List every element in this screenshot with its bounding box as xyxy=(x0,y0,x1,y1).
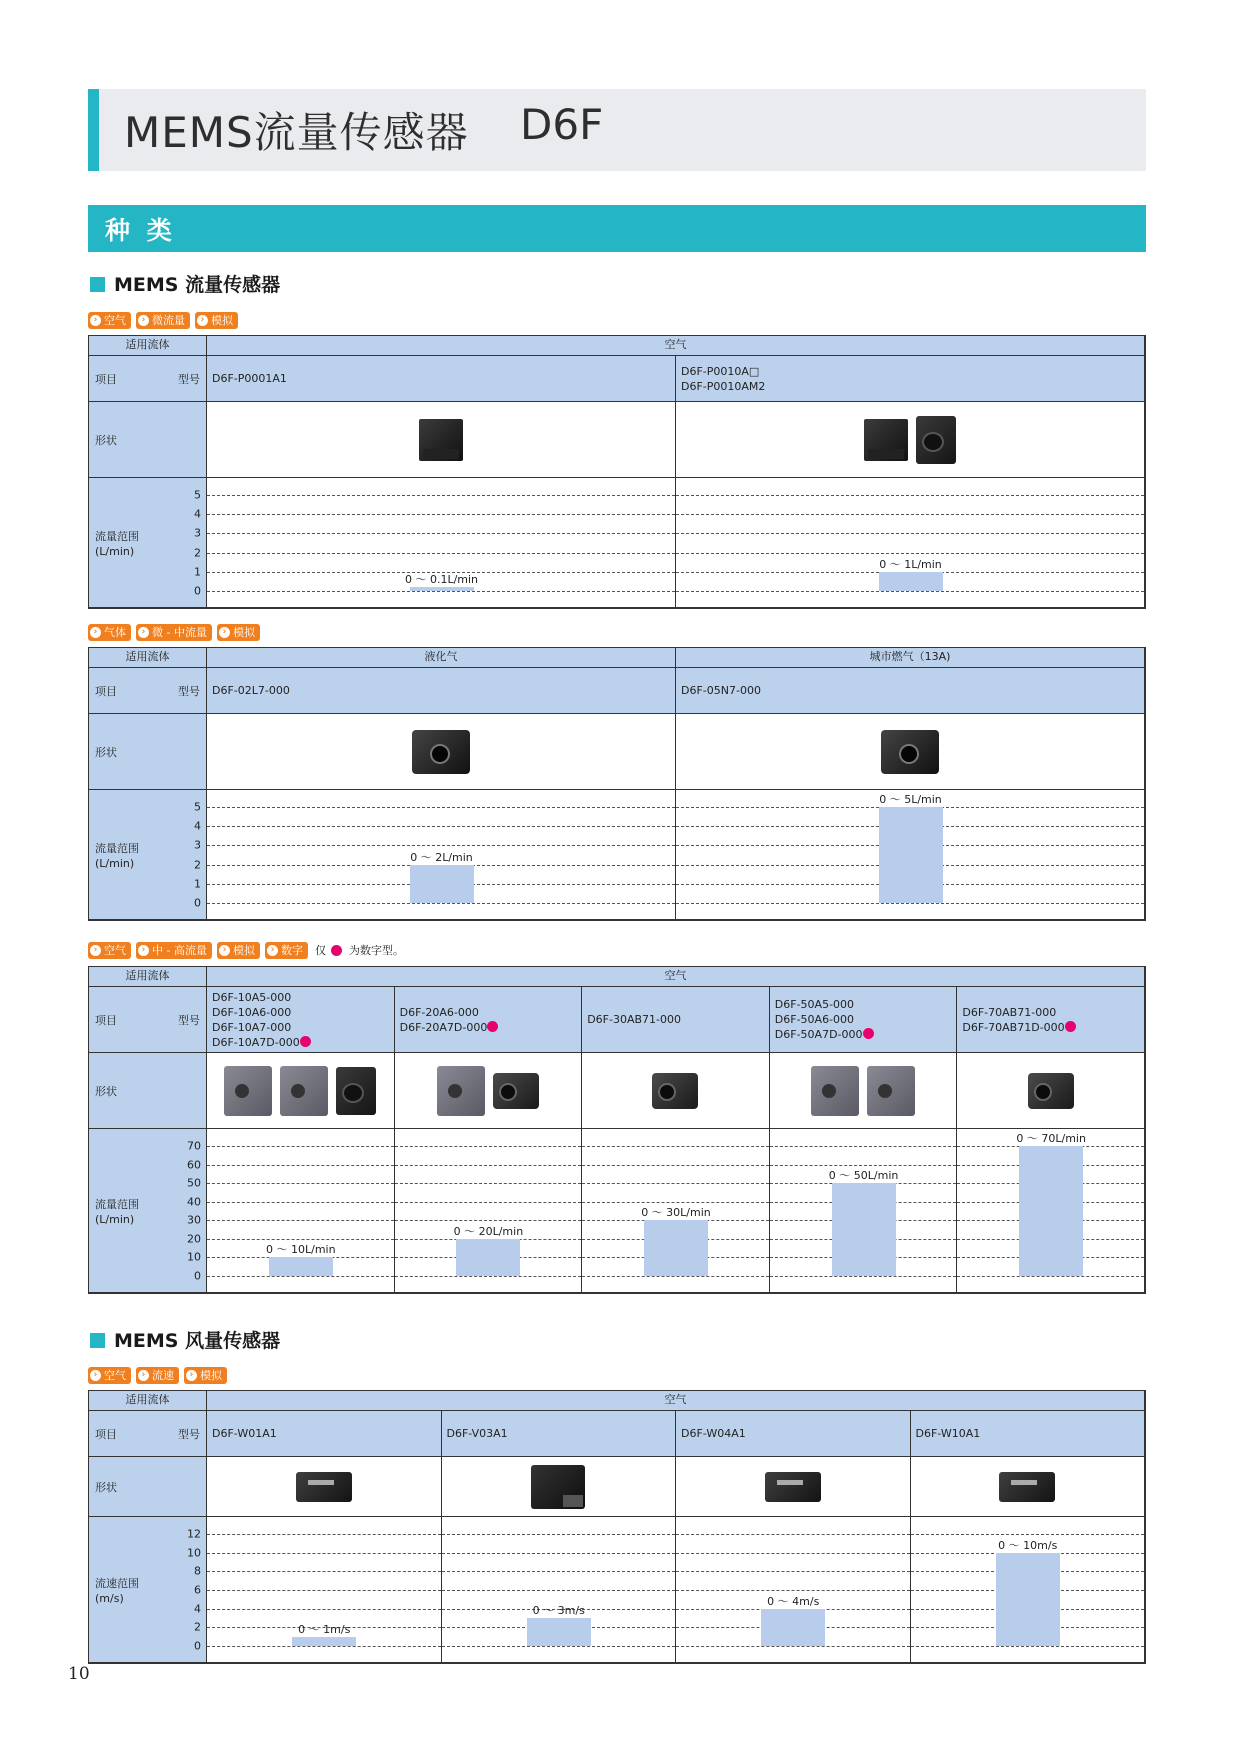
tags-table3 xyxy=(88,941,404,959)
page-model: D6F xyxy=(520,100,604,149)
range-bar xyxy=(996,1553,1060,1646)
fluid-value: 空气 xyxy=(207,1391,1145,1411)
gridline xyxy=(957,1276,1144,1277)
range-bar-label: 0 ～ 70L/min xyxy=(1016,1132,1086,1145)
table2 xyxy=(88,647,1146,921)
range-axis-label xyxy=(95,529,139,559)
model-number: D6F-30AB71-000 xyxy=(587,1013,681,1026)
model-cell xyxy=(207,1411,442,1457)
fluid-value: 液化气 xyxy=(207,648,676,668)
range-chart xyxy=(442,1517,677,1663)
model-cell xyxy=(207,356,676,402)
range-bar xyxy=(410,587,474,591)
gridline xyxy=(207,1609,441,1610)
y-tick-label: 8 xyxy=(194,1564,201,1578)
gridline xyxy=(395,1202,582,1203)
arrow-circle-icon: › xyxy=(138,1370,149,1381)
range-bar xyxy=(761,1609,825,1646)
cube-sensor-icon xyxy=(881,730,939,774)
range-axis xyxy=(89,790,207,920)
gridline xyxy=(207,807,675,808)
gridline xyxy=(676,1553,910,1554)
square-bullet-icon xyxy=(90,1333,105,1348)
range-bar-label: 0 ～ 2L/min xyxy=(410,850,473,864)
gridline xyxy=(207,591,675,592)
category-tag-label: 中 - 高流量 xyxy=(152,944,207,957)
y-tick-label: 70 xyxy=(187,1139,201,1153)
fluid-value: 城市燃气（13A) xyxy=(676,648,1145,668)
shape-cell xyxy=(770,1053,958,1129)
shape-label: 形状 xyxy=(89,714,207,790)
y-tick-label: 1 xyxy=(194,877,201,891)
category-tag xyxy=(88,312,131,329)
gridline xyxy=(676,1571,910,1572)
gridline xyxy=(676,514,1144,515)
shape-cell xyxy=(207,1457,442,1517)
fluid-header-label: 适用流体 xyxy=(89,1391,207,1411)
range-chart xyxy=(395,1129,583,1293)
category-tag-label: 微流量 xyxy=(152,314,185,327)
range-bar-label: 0 ～ 3m/s xyxy=(532,1604,585,1617)
title-accent-bar xyxy=(88,89,99,171)
category-tag-label: 模拟 xyxy=(232,626,255,639)
gray-sensor-icon xyxy=(811,1066,859,1116)
range-bar xyxy=(1019,1146,1083,1276)
item-model-label: 项目 型号 xyxy=(89,1411,207,1457)
range-bar xyxy=(527,1618,591,1646)
shape-cell xyxy=(442,1457,677,1517)
note-suffix: 为数字型。 xyxy=(348,944,404,957)
range-unit: (L/min) xyxy=(95,1213,135,1226)
gridline xyxy=(442,1553,676,1554)
range-chart xyxy=(911,1517,1146,1663)
category-tag-label: 气体 xyxy=(104,626,126,639)
table1 xyxy=(88,335,1146,609)
range-bar-label: 0 ～ 1L/min xyxy=(879,557,942,571)
range-bar-label: 0 ～ 5L/min xyxy=(879,793,942,806)
arrow-circle-icon: › xyxy=(138,945,149,956)
range-bar xyxy=(456,1239,520,1276)
range-axis-label xyxy=(95,1197,139,1227)
item-model-label: 项目 型号 xyxy=(89,668,207,714)
y-tick-label: 2 xyxy=(194,858,201,872)
gridline xyxy=(442,1646,676,1647)
gridline xyxy=(207,826,675,827)
range-axis-label xyxy=(95,841,139,871)
square-bullet-icon xyxy=(90,277,105,292)
range-bar-label: 0 ～ 20L/min xyxy=(453,1224,524,1238)
gridline xyxy=(582,1202,769,1203)
arrow-circle-icon: › xyxy=(90,945,101,956)
arrow-circle-icon: › xyxy=(90,627,101,638)
subheading-flow-sensor: MEMS 流量传感器 xyxy=(90,270,280,297)
model-number: D6F-P0010AM2 xyxy=(681,379,766,393)
gridline xyxy=(582,1146,769,1147)
range-bar xyxy=(832,1183,896,1276)
note-prefix: 仅 xyxy=(314,944,326,957)
arrow-circle-icon: › xyxy=(267,945,278,956)
y-tick-label: 12 xyxy=(187,1527,201,1541)
model-number: D6F-P0010A□ xyxy=(681,364,760,378)
box-sensor-icon xyxy=(531,1465,585,1509)
subheading-air-velocity-sensor: MEMS 风量传感器 xyxy=(90,1326,280,1353)
range-bar-label: 0 ～ 10L/min xyxy=(266,1243,336,1257)
y-tick-label: 4 xyxy=(194,819,201,833)
range-bar-label: 0 ～ 30L/min xyxy=(641,1206,711,1220)
gridline xyxy=(395,1276,582,1277)
model-number: D6F-W10A1 xyxy=(915,1427,981,1440)
y-tick-label: 4 xyxy=(194,507,201,521)
shape-cell xyxy=(676,714,1145,790)
gridline xyxy=(676,591,1144,592)
flat-sensor-icon xyxy=(765,1472,821,1502)
dark-sensor-icon xyxy=(1028,1073,1074,1109)
gridline xyxy=(676,533,1144,534)
range-chart xyxy=(676,1517,911,1663)
model-cell xyxy=(582,987,770,1053)
gray-sensor-icon xyxy=(437,1066,485,1116)
gridline xyxy=(676,553,1144,554)
model-number: D6F-02L7-000 xyxy=(212,684,290,697)
small-sensor-icon xyxy=(864,419,908,461)
model-number: D6F-20A6-000 xyxy=(399,1005,479,1019)
model-cell xyxy=(207,987,395,1053)
y-tick-label: 50 xyxy=(187,1176,201,1190)
model-number: D6F-70AB71D-000 xyxy=(962,1020,1144,1035)
model-cell xyxy=(395,987,583,1053)
fluid-value: 空气 xyxy=(207,336,1145,356)
tags-table2 xyxy=(88,623,260,641)
arrow-circle-icon: › xyxy=(90,1370,101,1381)
range-label: 流量范围 xyxy=(95,1198,139,1211)
range-bar-label: 0 ～ 1m/s xyxy=(298,1622,351,1636)
shape-label: 形状 xyxy=(89,1457,207,1517)
range-bar-label: 0 ～ 10m/s xyxy=(998,1538,1058,1552)
model-number: D6F-W01A1 xyxy=(212,1427,277,1440)
category-tag-label: 模拟 xyxy=(232,944,255,957)
section-title: 种 类 xyxy=(105,216,176,245)
arrow-circle-icon: › xyxy=(197,315,208,326)
range-axis xyxy=(89,1517,207,1663)
model-number: D6F-10A7-000 xyxy=(212,1020,292,1034)
gridline xyxy=(770,1146,957,1147)
tags-table4 xyxy=(88,1366,227,1384)
shape-cell xyxy=(395,1053,583,1129)
gridline xyxy=(207,903,675,904)
table3 xyxy=(88,966,1146,1294)
range-bar xyxy=(292,1637,356,1646)
y-tick-label: 5 xyxy=(194,488,201,502)
range-chart xyxy=(207,1517,442,1663)
range-bar xyxy=(269,1257,333,1276)
arrow-circle-icon: › xyxy=(138,627,149,638)
shape-label: 形状 xyxy=(89,1053,207,1129)
range-axis-label xyxy=(95,1576,139,1606)
gridline xyxy=(207,514,675,515)
y-tick-label: 10 xyxy=(187,1250,201,1264)
range-axis xyxy=(89,478,207,608)
y-tick-label: 10 xyxy=(187,1546,201,1560)
gridline xyxy=(207,1239,394,1240)
model-cell xyxy=(442,1411,677,1457)
category-tag xyxy=(136,942,212,959)
model-number: D6F-50A6-000 xyxy=(774,1013,855,1026)
gridline xyxy=(207,1183,394,1184)
y-tick-label: 6 xyxy=(194,1583,201,1597)
range-chart xyxy=(676,790,1145,920)
y-tick-label: 30 xyxy=(187,1213,201,1227)
gridline xyxy=(582,1165,769,1166)
gridline xyxy=(207,1146,394,1147)
range-bar xyxy=(644,1220,708,1276)
gridline xyxy=(207,1534,441,1535)
shape-cell xyxy=(911,1457,1146,1517)
gridline xyxy=(395,1183,582,1184)
gridline xyxy=(911,1534,1145,1535)
gridline xyxy=(442,1534,676,1535)
gridline xyxy=(207,1646,441,1647)
category-tag xyxy=(184,1367,227,1384)
category-tag-label: 流速 xyxy=(152,1369,174,1382)
model-cell xyxy=(957,987,1145,1053)
range-bar xyxy=(410,865,474,903)
model-number: D6F-50A7D-000 xyxy=(775,1027,957,1042)
section-band xyxy=(88,205,1146,252)
model-cell xyxy=(911,1411,1146,1457)
category-tag-label: 空气 xyxy=(104,314,126,327)
fluid-header-label: 适用流体 xyxy=(89,648,207,668)
gray-sensor-icon xyxy=(867,1066,915,1116)
y-tick-label: 5 xyxy=(194,800,201,814)
shape-cell xyxy=(582,1053,770,1129)
range-chart xyxy=(207,790,676,920)
range-label: 流量范围 xyxy=(95,530,139,543)
gridline xyxy=(676,495,1144,496)
gridline xyxy=(207,1220,394,1221)
model-number: D6F-V03A1 xyxy=(446,1427,508,1440)
dark-sensor-icon xyxy=(493,1073,539,1109)
gridline xyxy=(676,1534,910,1535)
range-axis xyxy=(89,1129,207,1293)
gray-sensor-icon xyxy=(224,1066,272,1116)
range-bar-label: 0 ～ 50L/min xyxy=(828,1169,899,1183)
tags-table1 xyxy=(88,311,238,329)
item-model-label: 项目 型号 xyxy=(89,356,207,402)
gridline xyxy=(676,903,1144,904)
digital-badge-icon xyxy=(863,1028,874,1039)
range-chart xyxy=(207,478,676,608)
category-tag xyxy=(217,942,260,959)
y-tick-label: 3 xyxy=(194,838,201,852)
range-chart xyxy=(676,478,1145,608)
page-number: 10 xyxy=(68,1664,90,1684)
range-unit: (L/min) xyxy=(95,545,135,558)
category-tag xyxy=(136,1367,179,1384)
gridline xyxy=(582,1183,769,1184)
gridline xyxy=(207,1165,394,1166)
block-sensor-icon xyxy=(916,416,956,464)
gridline xyxy=(770,1165,957,1166)
gridline xyxy=(676,1646,910,1647)
y-tick-label: 60 xyxy=(187,1158,201,1172)
shape-cell xyxy=(207,402,676,478)
shape-label: 形状 xyxy=(89,402,207,478)
digital-badge-icon xyxy=(487,1021,498,1032)
gridline xyxy=(207,533,675,534)
gridline xyxy=(207,1276,394,1277)
y-tick-label: 0 xyxy=(194,1269,201,1283)
y-tick-label: 0 xyxy=(194,584,201,598)
gridline xyxy=(395,1220,582,1221)
gridline xyxy=(207,1571,441,1572)
flat-sensor-icon xyxy=(296,1472,352,1502)
gridline xyxy=(207,1553,441,1554)
model-cell xyxy=(207,668,676,714)
gridline xyxy=(207,553,675,554)
model-cell xyxy=(770,987,958,1053)
gridline xyxy=(770,1276,957,1277)
category-tag xyxy=(136,312,190,329)
gridline xyxy=(442,1571,676,1572)
fluid-header-label: 适用流体 xyxy=(89,967,207,987)
range-chart xyxy=(207,1129,395,1293)
model-number: D6F-05N7-000 xyxy=(681,684,761,697)
gridline xyxy=(676,1590,910,1591)
range-bar xyxy=(879,572,943,591)
range-label: 流量范围 xyxy=(95,842,139,855)
range-unit: (L/min) xyxy=(95,857,135,870)
gridline xyxy=(395,1146,582,1147)
category-tag xyxy=(136,624,212,641)
shape-cell xyxy=(957,1053,1145,1129)
category-tag xyxy=(195,312,238,329)
y-tick-label: 4 xyxy=(194,1602,201,1616)
item-model-label: 项目 型号 xyxy=(89,987,207,1053)
block-sensor-icon xyxy=(336,1067,376,1115)
category-tag-label: 模拟 xyxy=(200,1369,222,1382)
category-tag xyxy=(265,942,308,959)
category-tag-label: 空气 xyxy=(104,944,126,957)
shape-cell xyxy=(207,714,676,790)
range-chart xyxy=(582,1129,770,1293)
fluid-header-label: 适用流体 xyxy=(89,336,207,356)
gridline xyxy=(442,1590,676,1591)
model-number: D6F-70AB71-000 xyxy=(962,1005,1057,1019)
model-number: D6F-20A7D-000 xyxy=(400,1020,582,1035)
range-bar-label: 0 ～ 0.1L/min xyxy=(404,573,479,586)
arrow-circle-icon: › xyxy=(186,1370,197,1381)
y-tick-label: 1 xyxy=(194,565,201,579)
category-tag-label: 数字 xyxy=(280,944,303,957)
y-tick-label: 3 xyxy=(194,526,201,540)
model-number: D6F-10A5-000 xyxy=(212,990,292,1004)
cube-sensor-icon xyxy=(412,730,470,774)
y-tick-label: 2 xyxy=(194,546,201,560)
shape-cell xyxy=(676,402,1145,478)
range-bar-label: 0 ～ 4m/s xyxy=(767,1594,820,1608)
page-title: MEMS流量传感器 xyxy=(124,108,469,157)
y-tick-label: 0 xyxy=(194,896,201,910)
category-tag xyxy=(217,624,260,641)
small-sensor-icon xyxy=(419,419,463,461)
y-tick-label: 20 xyxy=(187,1232,201,1246)
category-tag-label: 微 - 中流量 xyxy=(152,626,207,639)
gridline xyxy=(582,1276,769,1277)
gridline xyxy=(395,1165,582,1166)
category-tag xyxy=(88,624,131,641)
model-cell xyxy=(676,356,1145,402)
range-unit: (m/s) xyxy=(95,1592,124,1605)
digital-badge-icon xyxy=(331,945,342,956)
model-number: D6F-10A7D-000 xyxy=(212,1035,394,1050)
fluid-value: 空气 xyxy=(207,967,1145,987)
model-number: D6F-W04A1 xyxy=(681,1427,746,1440)
flat-sensor-icon xyxy=(999,1472,1055,1502)
model-cell xyxy=(676,668,1145,714)
range-chart xyxy=(770,1129,958,1293)
arrow-circle-icon: › xyxy=(138,315,149,326)
y-tick-label: 0 xyxy=(194,1639,201,1653)
y-tick-label: 2 xyxy=(194,1620,201,1634)
y-tick-label: 40 xyxy=(187,1195,201,1209)
digital-badge-icon xyxy=(300,1036,311,1047)
category-tag xyxy=(88,1367,131,1384)
arrow-circle-icon: › xyxy=(219,945,230,956)
shape-cell xyxy=(207,1053,395,1129)
range-chart xyxy=(957,1129,1145,1293)
gridline xyxy=(207,495,675,496)
gridline xyxy=(911,1646,1145,1647)
gridline xyxy=(207,1202,394,1203)
gridline xyxy=(207,845,675,846)
range-bar xyxy=(879,807,943,903)
category-tag-label: 模拟 xyxy=(211,314,233,327)
dark-sensor-icon xyxy=(652,1073,698,1109)
category-tag xyxy=(88,942,131,959)
category-tag-label: 空气 xyxy=(104,1369,126,1382)
arrow-circle-icon: › xyxy=(90,315,101,326)
table4 xyxy=(88,1390,1146,1664)
model-cell xyxy=(676,1411,911,1457)
model-number: D6F-10A6-000 xyxy=(212,1005,292,1019)
gridline xyxy=(207,1590,441,1591)
range-label: 流速范围 xyxy=(95,1577,139,1590)
shape-cell xyxy=(676,1457,911,1517)
model-number: D6F-P0001A1 xyxy=(212,372,287,385)
model-number: D6F-50A5-000 xyxy=(774,998,855,1011)
arrow-circle-icon: › xyxy=(219,627,230,638)
gray-sensor-icon xyxy=(280,1066,328,1116)
digital-badge-icon xyxy=(1065,1021,1076,1032)
